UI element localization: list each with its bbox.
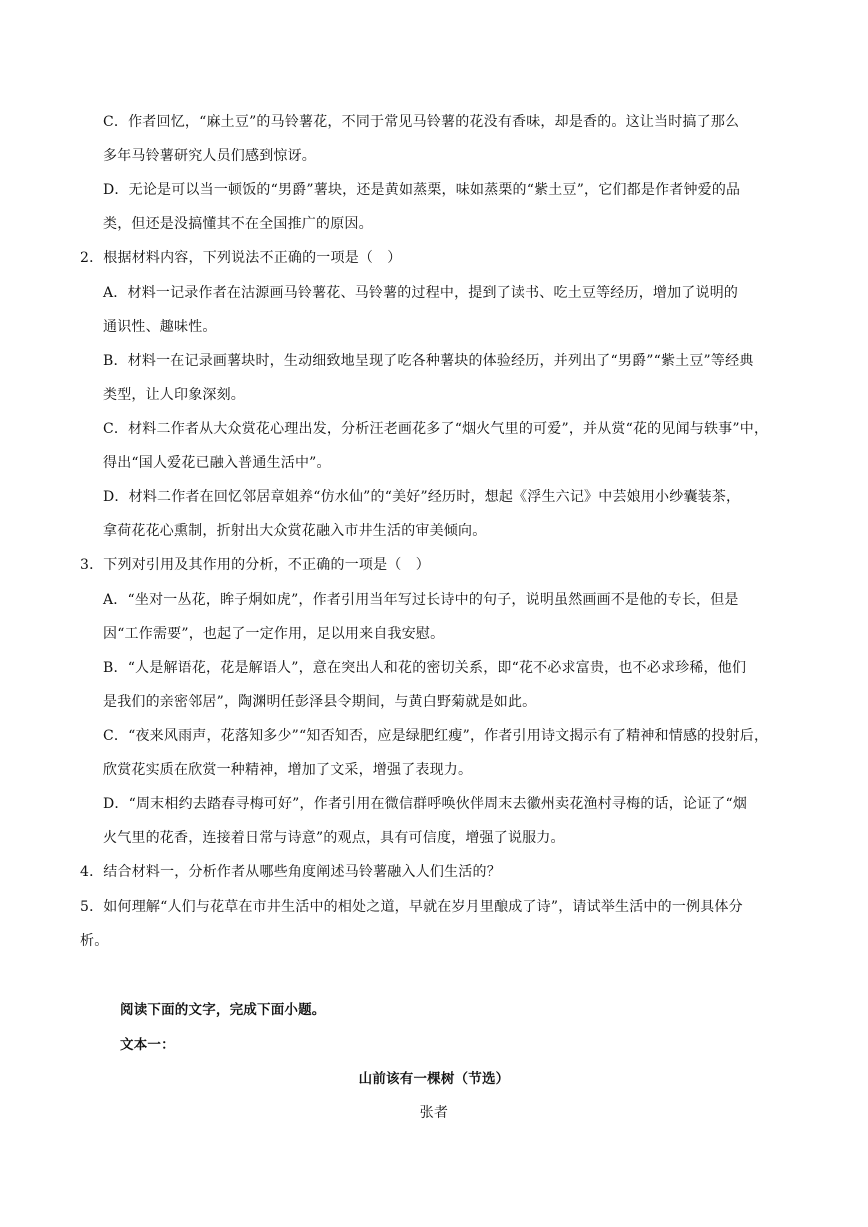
q2-option-c-line2: 得出“国人爱花已融入普通生活中”。 xyxy=(103,455,331,471)
q3-stem: 3．下列对引用及其作用的分析，不正确的一项是（ ） xyxy=(80,557,430,573)
q2-option-b-line2: 类型，让人印象深刻。 xyxy=(103,387,245,403)
q5-stem-line2: 析。 xyxy=(80,933,109,949)
q2-option-a-line2: 通识性、趣味性。 xyxy=(103,319,217,335)
q3-option-a-line1: A．“坐对一丛花，眸子烔如虎”，作者引用当年写过长诗中的句子，说明虽然画画不是他的专长，但是 xyxy=(103,592,739,608)
q3-option-c-line2: 欣赏花实质在欣赏一种精神，增加了文采，增强了表现力。 xyxy=(103,762,473,778)
q3-option-c-line1: C．“夜来风雨声，花落知多少”“知否知否，应是绿肥红瘦”，作者引用诗文揭示有了精神和情感的投射后， xyxy=(103,728,769,744)
q2-option-c-line1: C．材料二作者从大众赏花心理出发，分析汪老画花多了“烟火气里的可爱”，并从赏“花的见闻与轶事”中， xyxy=(103,421,769,437)
article-author: 张者 xyxy=(419,1105,449,1121)
q1-option-d-line1: D．无论是可以当一顿饭的“男爵”薯块，还是黄如蒸栗，味如蒸栗的“紫土豆”，它们都是作者钟爱的品 xyxy=(103,182,741,198)
q3-option-b-line1: B．“人是解语花，花是解语人”，意在突出人和花的密切关系，即“花不必求富贵，也不必求珍稀，他们 xyxy=(103,660,747,676)
q3-option-a-line2: 因“工作需要”，也起了一定作用，足以用来自我安慰。 xyxy=(103,626,445,642)
text-one-label: 文本一： xyxy=(120,1037,175,1053)
q4-stem: 4．结合材料一，分析作者从哪些角度阐述马铃薯融入人们生活的？ xyxy=(80,864,501,880)
q2-option-d-line1: D．材料二作者在回忆邻居章姐养“仿水仙”的“美好”经历时，想起《浮生六记》中芸娘用小纱囊装茶， xyxy=(103,489,741,505)
q2-option-d-line2: 拿荷花花心熏制，折射出大众赏花融入市井生活的审美倾向。 xyxy=(103,523,487,539)
q1-option-c-line2: 多年马铃薯研究人员们感到惊讶。 xyxy=(103,148,316,164)
q3-option-d-line1: D．“周末相约去踏春寻梅可好”，作者引用在微信群呼唤伙伴周末去徽州卖花渔村寻梅的话，论证了“烟 xyxy=(103,796,748,812)
q1-option-d-line2: 类，但还是没搞懂其不在全国推广的原因。 xyxy=(103,216,373,232)
q2-option-a-line1: A．材料一记录作者在沽源画马铃薯花、马铃薯的过程中，提到了读书、吃土豆等经历，增加了说明的 xyxy=(103,285,739,301)
article-title: 山前该有一棵树（节选） xyxy=(358,1071,510,1087)
q3-option-d-line2: 火气里的花香，连接着日常与诗意”的观点，具有可信度，增强了说服力。 xyxy=(103,830,565,846)
q5-stem-line1: 5．如何理解“人们与花草在市井生活中的相处之道，早就在岁月里酿成了诗”，请试举生活中的一例具体分 xyxy=(80,899,743,915)
q2-stem: 2．根据材料内容，下列说法不正确的一项是（ ） xyxy=(80,250,402,266)
q3-option-b-line2: 是我们的亲密邻居”，陶渊明任彭泽县令期间，与黄白野菊就是如此。 xyxy=(103,694,537,710)
q2-option-b-line1: B．材料一在记录画薯块时，生动细致地呈现了吃各种薯块的体验经历，并列出了“男爵”“紫土豆”等经典 xyxy=(103,353,754,369)
q1-option-c-line1: C．作者回忆，“麻土豆”的马铃薯花，不同于常见马铃薯的花没有香味，却是香的。这让当时搞了那么 xyxy=(103,114,740,130)
reading-instruction: 阅读下面的文字，完成下面小题。 xyxy=(120,1002,326,1018)
